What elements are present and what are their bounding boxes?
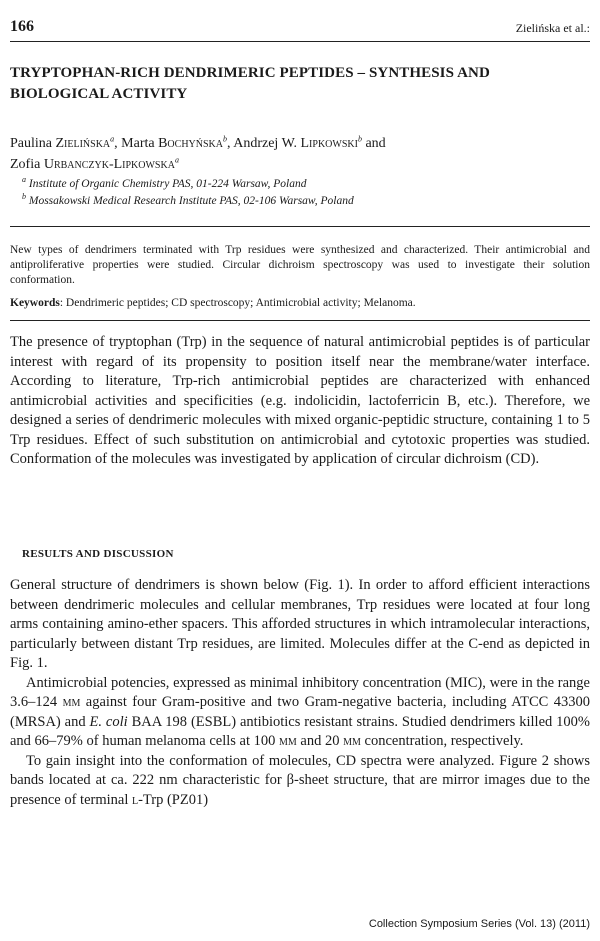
author-list bbox=[10, 133, 590, 175]
abstract-bottom-rule bbox=[10, 320, 590, 321]
footer-series: Collection Symposium Series (Vol. 13) (2011) bbox=[368, 918, 590, 930]
author-2: Marta Bochyńska$^b$, bbox=[121, 134, 234, 151]
intro-paragraph: The presence of tryptophan (Trp) in the sequence of natural antimicrobial peptides is of particular interest with regard of its propensity to position itself near the membrane/water interface. According to literature, Trp-rich antimicrobial peptides are characterized with enhanced antimicrobial activities and specificities (e.g. indolicidin, lactoferricin B, etc.). Therefore, we designed a series of dendrimeric molecules with mixed organic-peptidic structure, containing 1 to 5 Trp residues. Effect of such substitution on antimicrobial and cytotoxic properties was studied. Conformation of the molecules was investigated by application of circular dichroism (CD). bbox=[10, 334, 590, 467]
results-paragraph-3: To gain insight into the conformation of molecules, CD spectra were analyzed. Figure 2 shows bands located at ca. 222 nm characteristic for β-sheet structure, that are mirror images due to the presence of terminal l-Trp (PZ01) bbox=[10, 752, 590, 808]
results-paragraph-1: General structure of dendrimers is shown below (Fig. 1). In order to afford efficient interactions between dendrimeric molecules and cellular membranes, Trp residues were located at four long arms containing amino-ether spacers. This afforded structures in which intramolecular interactions, particularly between distant Trp residues, are limited. Molecules differ at the C-end as depicted in Fig. 1. bbox=[10, 577, 590, 671]
header-rule bbox=[10, 41, 590, 42]
section-heading: RESULTS AND DISCUSSION bbox=[22, 548, 174, 560]
keywords bbox=[10, 297, 590, 309]
running-head: Zielińska et al.: bbox=[515, 21, 590, 35]
article-title: TRYPTOPHAN-RICH DENDRIMERIC PEPTIDES – SYNTHESIS AND BIOLOGICAL ACTIVITY bbox=[10, 65, 490, 102]
page-number: 166 bbox=[10, 18, 34, 35]
author-4: Zofia Urbanczyk-Lipkowska$^a$ bbox=[10, 155, 179, 172]
results-paragraph-2: Antimicrobial potencies, expressed as minimal inhibitory concentration (MIC), were in the range 3.6–124 μm against four Gram-positive and two Gram-negative bacteria, including ATCC 43300 (MRSA) and E. coli BAA 198 (ESBL) antibiotics resistant strains. Studied dendrimers killed 100% and 66–79% of human melanoma cells at 100 μm and 20 μm concentration, respectively. bbox=[10, 674, 591, 749]
keywords-label: Keywords bbox=[10, 297, 60, 309]
author-3: Andrzej W. Lipkowski$^b$ and bbox=[233, 134, 386, 151]
results-body bbox=[10, 576, 590, 810]
keywords-text: : Dendrimeric peptides; CD spectroscopy; Antimicrobial activity; Melanoma. bbox=[59, 297, 416, 309]
affiliation-b: $^b$ Mossakowski Medical Research Institute PAS, 02-106 Warsaw, Poland bbox=[22, 192, 354, 207]
abstract-top-rule bbox=[10, 226, 590, 227]
author-1: Paulina Zielińska$^a$, bbox=[10, 134, 122, 151]
affiliation-a: $^a$ Institute of Organic Chemistry PAS, 01-224 Warsaw, Poland bbox=[22, 175, 307, 190]
abstract: New types of dendrimers terminated with Trp residues were synthesized and characterized. Their antimicrobial and antiproliferative properties were studied. Circular dichroism spectroscopy was used to investigate their solution conformation. bbox=[10, 244, 590, 286]
